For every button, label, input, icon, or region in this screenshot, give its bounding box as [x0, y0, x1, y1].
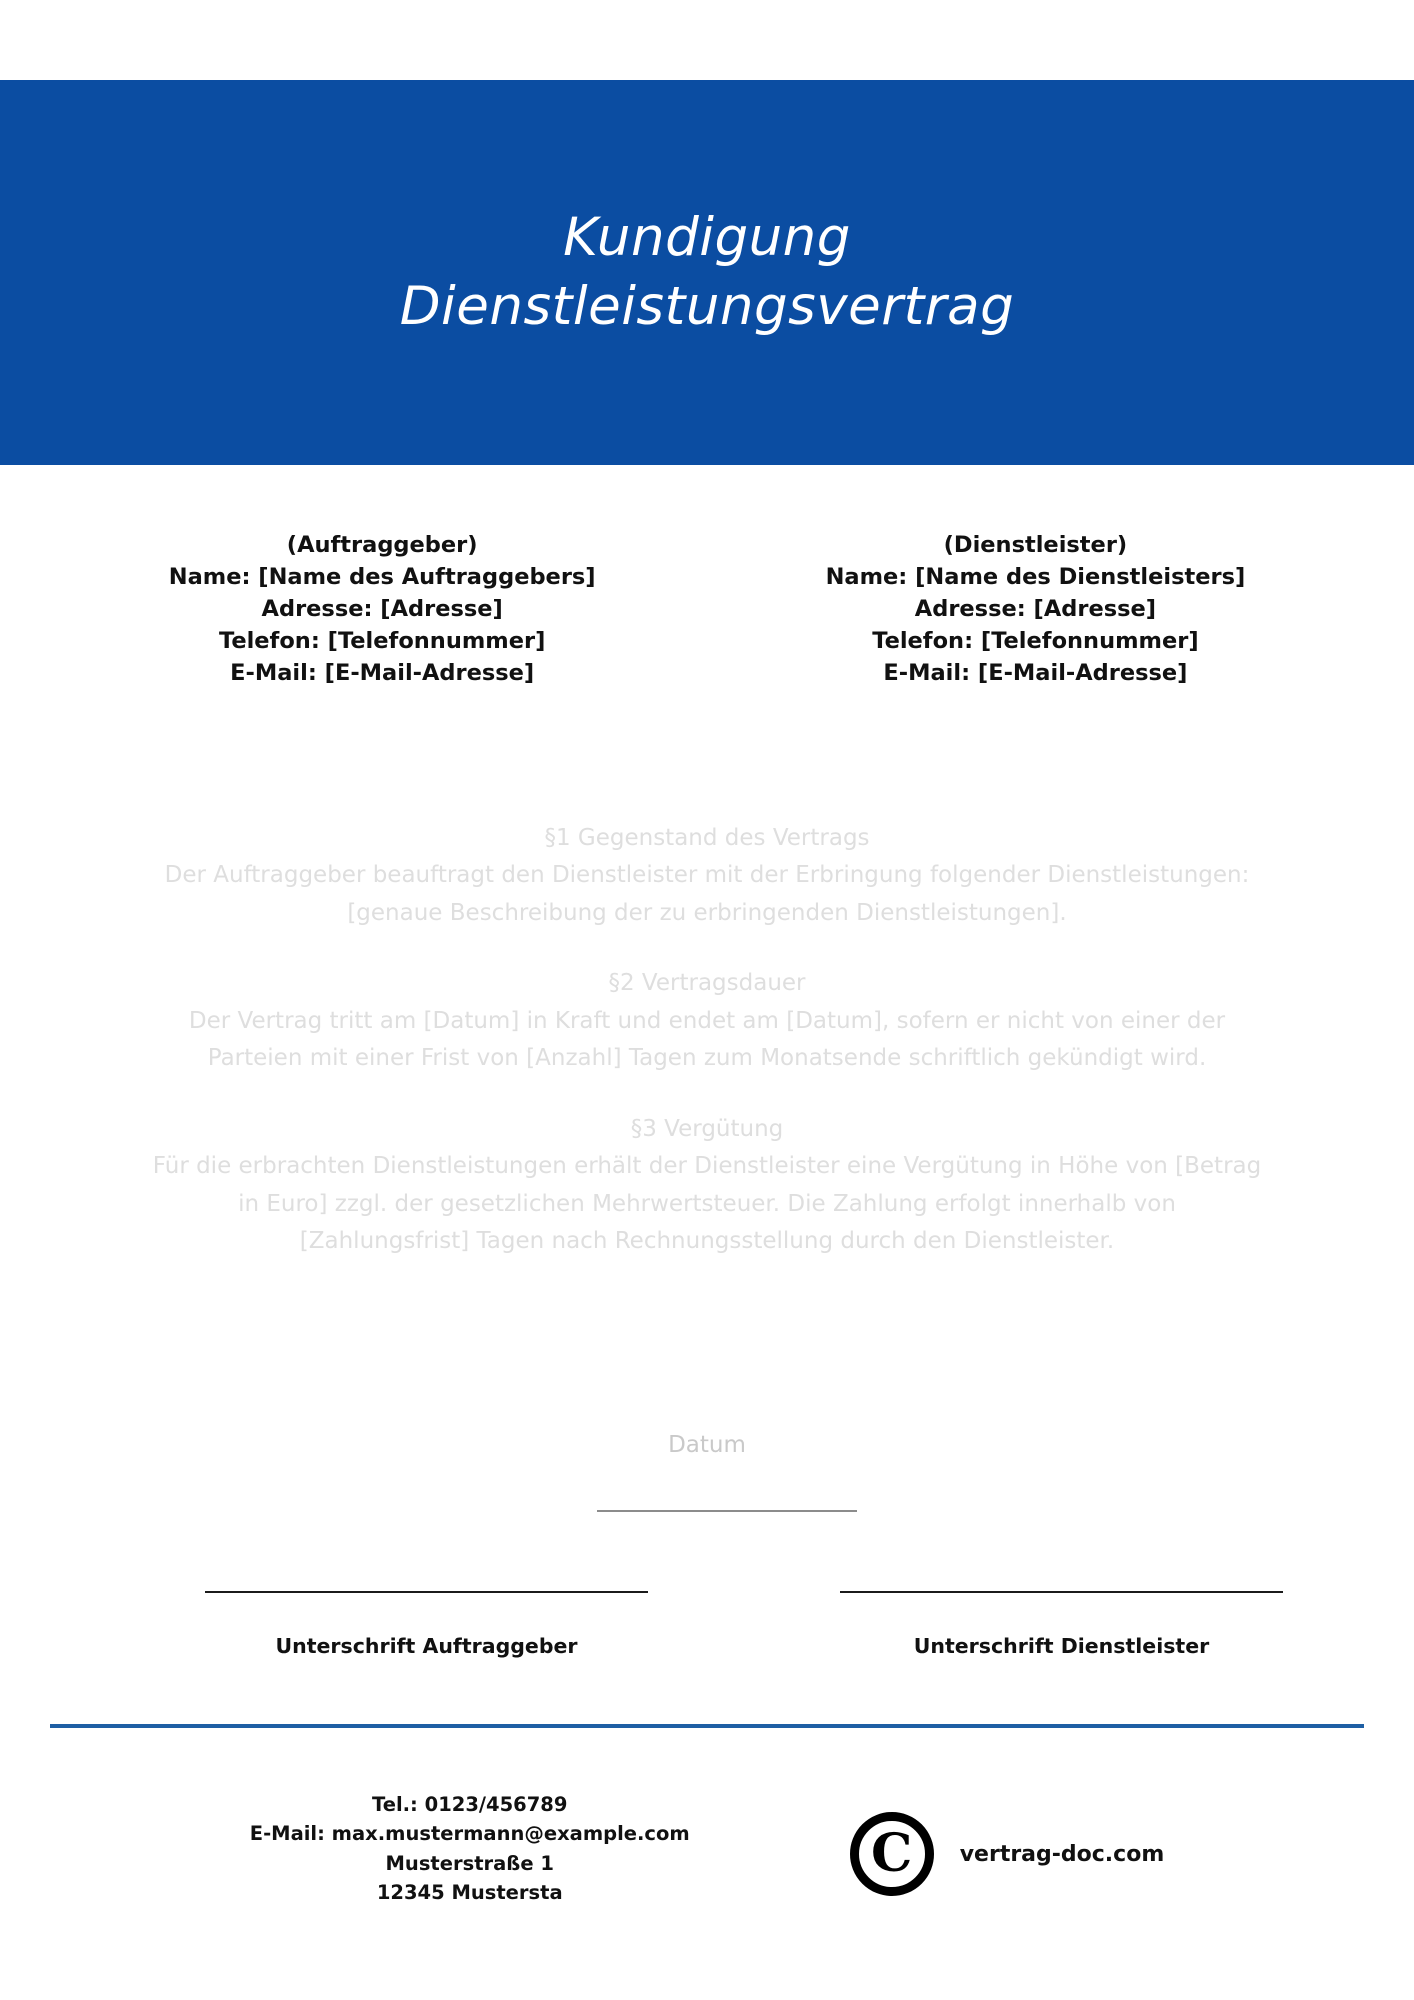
brand-name: vertrag-doc.com — [959, 1841, 1165, 1867]
footer-city: 12345 Mustersta — [376, 1880, 563, 1904]
signature-label-client: Unterschrift Auftraggeber — [275, 1634, 578, 1658]
section-1 — [150, 820, 1264, 932]
footer-email: E-Mail: max.mustermann@example.com — [249, 1822, 690, 1846]
party-client-name: Name: [Name des Auftraggebers] — [168, 563, 596, 590]
footer — [0, 1790, 1414, 1907]
party-client-phone: Telefon: [Telefonnummer] — [218, 627, 546, 654]
footer-contact — [250, 1790, 690, 1907]
footer-divider — [50, 1724, 1364, 1728]
copyright-icon: C — [850, 1812, 934, 1896]
section-3-body: Für die erbrachten Dienstleistungen erhält der Dienstleister eine Vergütung in Höhe von [Betrag in Euro] zzgl. der gesetzlichen Mehrwertsteuer. Die Zahlung erfolgt innerhalb von [Zahlungsfrist] Tagen nach Rechnungsstellung durch den Dienstleister. — [152, 1153, 1262, 1255]
party-client-email: E-Mail: [E-Mail-Adresse] — [230, 659, 535, 686]
section-2 — [150, 965, 1264, 1077]
date-label: Datum — [668, 1432, 746, 1458]
party-client-role: (Auftraggeber) — [286, 532, 478, 558]
date-signature-line — [597, 1510, 857, 1512]
section-2-title: §2 Vertragsdauer — [608, 970, 806, 997]
party-provider-name: Name: [Name des Dienstleisters] — [825, 563, 1246, 590]
signature-line-client — [205, 1591, 648, 1593]
party-client — [169, 530, 596, 690]
party-provider-phone: Telefon: [Telefonnummer] — [872, 627, 1199, 654]
page-title-line-2: Dienstleistungsvertrag — [399, 275, 1015, 337]
footer-phone: Tel.: 0123/456789 — [372, 1793, 568, 1816]
parties-section — [0, 530, 1414, 690]
section-3-title: §3 Vergütung — [630, 1115, 784, 1142]
party-provider-email: E-Mail: [E-Mail-Adresse] — [883, 659, 1188, 686]
section-3 — [150, 1111, 1264, 1261]
party-provider — [826, 530, 1246, 690]
section-1-title: §1 Gegenstand des Vertrags — [544, 825, 870, 851]
signature-line-provider — [840, 1591, 1283, 1593]
footer-street: Musterstraße 1 — [385, 1851, 554, 1875]
section-1-body: Der Auftraggeber beauftragt den Dienstleister mit der Erbringung folgender Dienstleistungen: [genaue Beschreibung der zu erbringenden Dienstleistungen]. — [164, 862, 1250, 926]
page-title-line-1: Kundigung — [563, 206, 851, 268]
page-title — [400, 204, 1014, 342]
document-header-banner — [0, 80, 1414, 465]
party-provider-address: Adresse: [Adresse] — [914, 595, 1157, 622]
section-2-body: Der Vertrag tritt am [Datum] in Kraft und endet am [Datum], sofern er nicht von einer der Parteien mit einer Frist von [Anzahl] Tagen zum Monatsende schriftlich gekündigt wird. — [188, 1007, 1226, 1072]
footer-brand — [850, 1790, 1165, 1896]
party-client-address: Adresse: [Adresse] — [261, 595, 503, 622]
party-provider-role: (Dienstleister) — [943, 532, 1128, 558]
contract-body — [150, 820, 1264, 1294]
signature-label-provider: Unterschrift Dienstleister — [913, 1634, 1210, 1658]
